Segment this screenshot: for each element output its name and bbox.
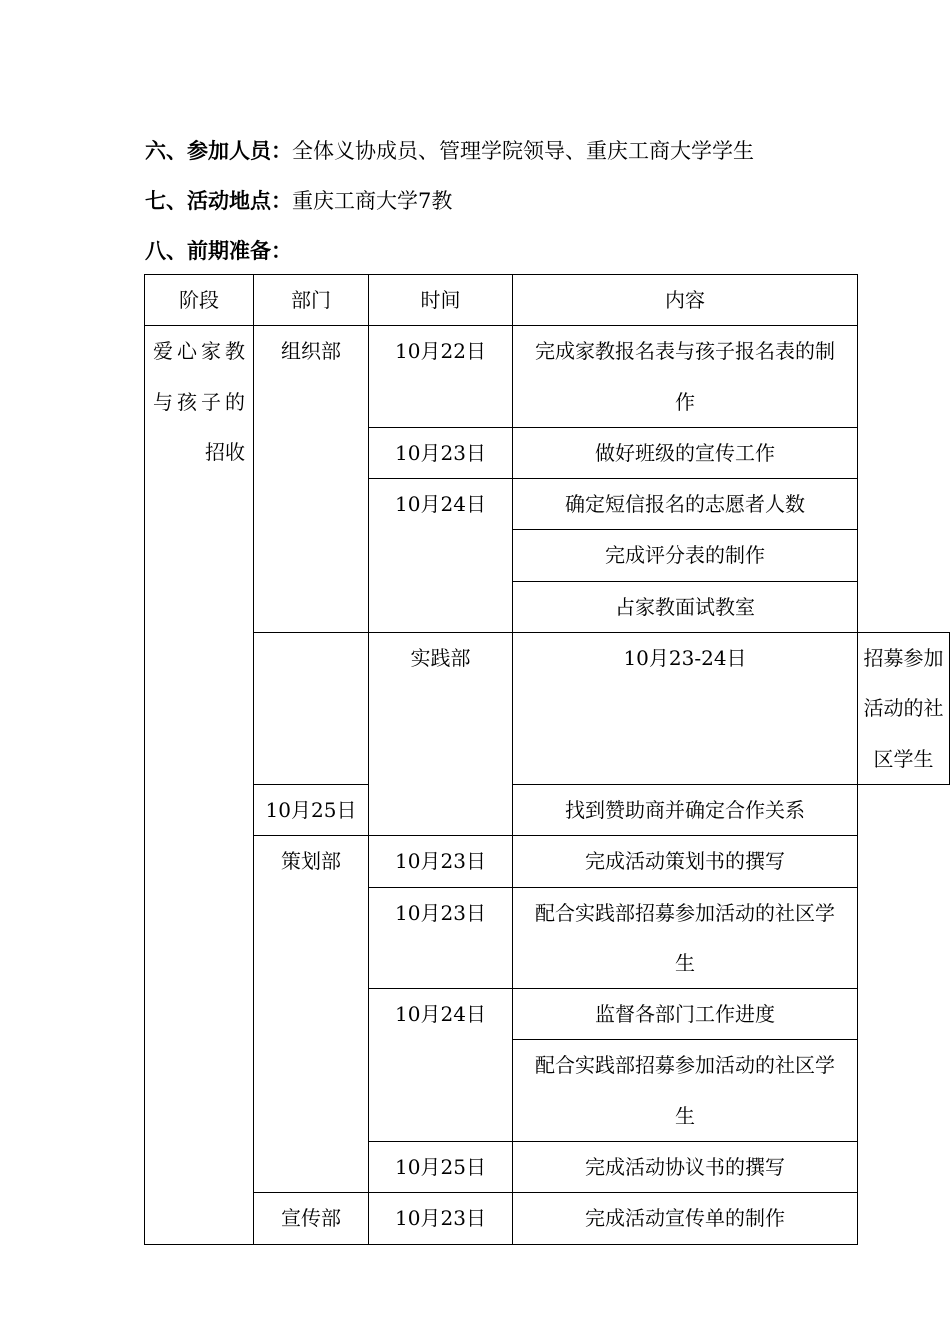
- content-cell: 配合实践部招募参加活动的社区学生: [513, 887, 858, 989]
- header-content: 内容: [513, 275, 858, 326]
- time-cell: 10月24日: [369, 989, 513, 1142]
- time-cell: 10月23日: [369, 836, 513, 887]
- participants-line: [145, 136, 754, 166]
- content-cell: 找到赞助商并确定合作关系: [513, 784, 858, 835]
- content-cell: 完成活动宣传单的制作: [513, 1193, 858, 1244]
- time-cell: 10月23日: [369, 1193, 513, 1244]
- time-cell: 10月23-24日: [513, 633, 858, 785]
- department-planning: 策划部: [254, 836, 369, 1193]
- department-practice: 实践部: [369, 633, 513, 836]
- time-cell: 10月24日: [369, 479, 513, 633]
- content-cell: 确定短信报名的志愿者人数: [513, 479, 858, 530]
- table-header-row: [145, 275, 950, 326]
- content-cell: 做好班级的宣传工作: [513, 427, 858, 478]
- stage-cell: 爱心家教与孩子的招收: [145, 326, 254, 1244]
- preparation-line: [145, 236, 292, 266]
- content-cell: 完成活动协议书的撰写: [513, 1142, 858, 1193]
- table-row: [145, 1193, 950, 1244]
- time-cell: 10月23日: [369, 887, 513, 989]
- content-cell: 完成家教报名表与孩子报名表的制作: [513, 326, 858, 428]
- content-cell: 完成评分表的制作: [513, 530, 858, 581]
- department-org: 组织部: [254, 326, 369, 633]
- department-publicity: 宣传部: [254, 1193, 369, 1244]
- location-text: 重庆工商大学7教: [292, 189, 453, 213]
- location-line: [145, 186, 452, 216]
- time-cell: 10月23日: [369, 427, 513, 478]
- time-cell: 10月25日: [369, 1142, 513, 1193]
- preparation-table: [144, 274, 950, 1245]
- header-stage: 阶段: [145, 275, 254, 326]
- participants-text: 全体义协成员、管理学院领导、重庆工商大学学生: [292, 139, 754, 163]
- content-cell: 完成活动策划书的撰写: [513, 836, 858, 887]
- table-row: [145, 784, 950, 835]
- time-cell: 10月22日: [369, 326, 513, 428]
- location-heading: 七、活动地点：: [145, 188, 292, 213]
- content-cell: 占家教面试教室: [513, 581, 858, 632]
- content-cell: 配合实践部招募参加活动的社区学生: [513, 1040, 858, 1142]
- preparation-heading: 八、前期准备：: [145, 238, 292, 263]
- time-cell: 10月25日: [254, 784, 369, 835]
- header-department: 部门: [254, 275, 369, 326]
- content-cell: 招募参加活动的社区学生: [858, 633, 950, 785]
- header-time: 时间: [369, 275, 513, 326]
- table-row: [145, 836, 950, 887]
- participants-heading: 六、参加人员：: [145, 138, 292, 163]
- content-cell: 监督各部门工作进度: [513, 989, 858, 1040]
